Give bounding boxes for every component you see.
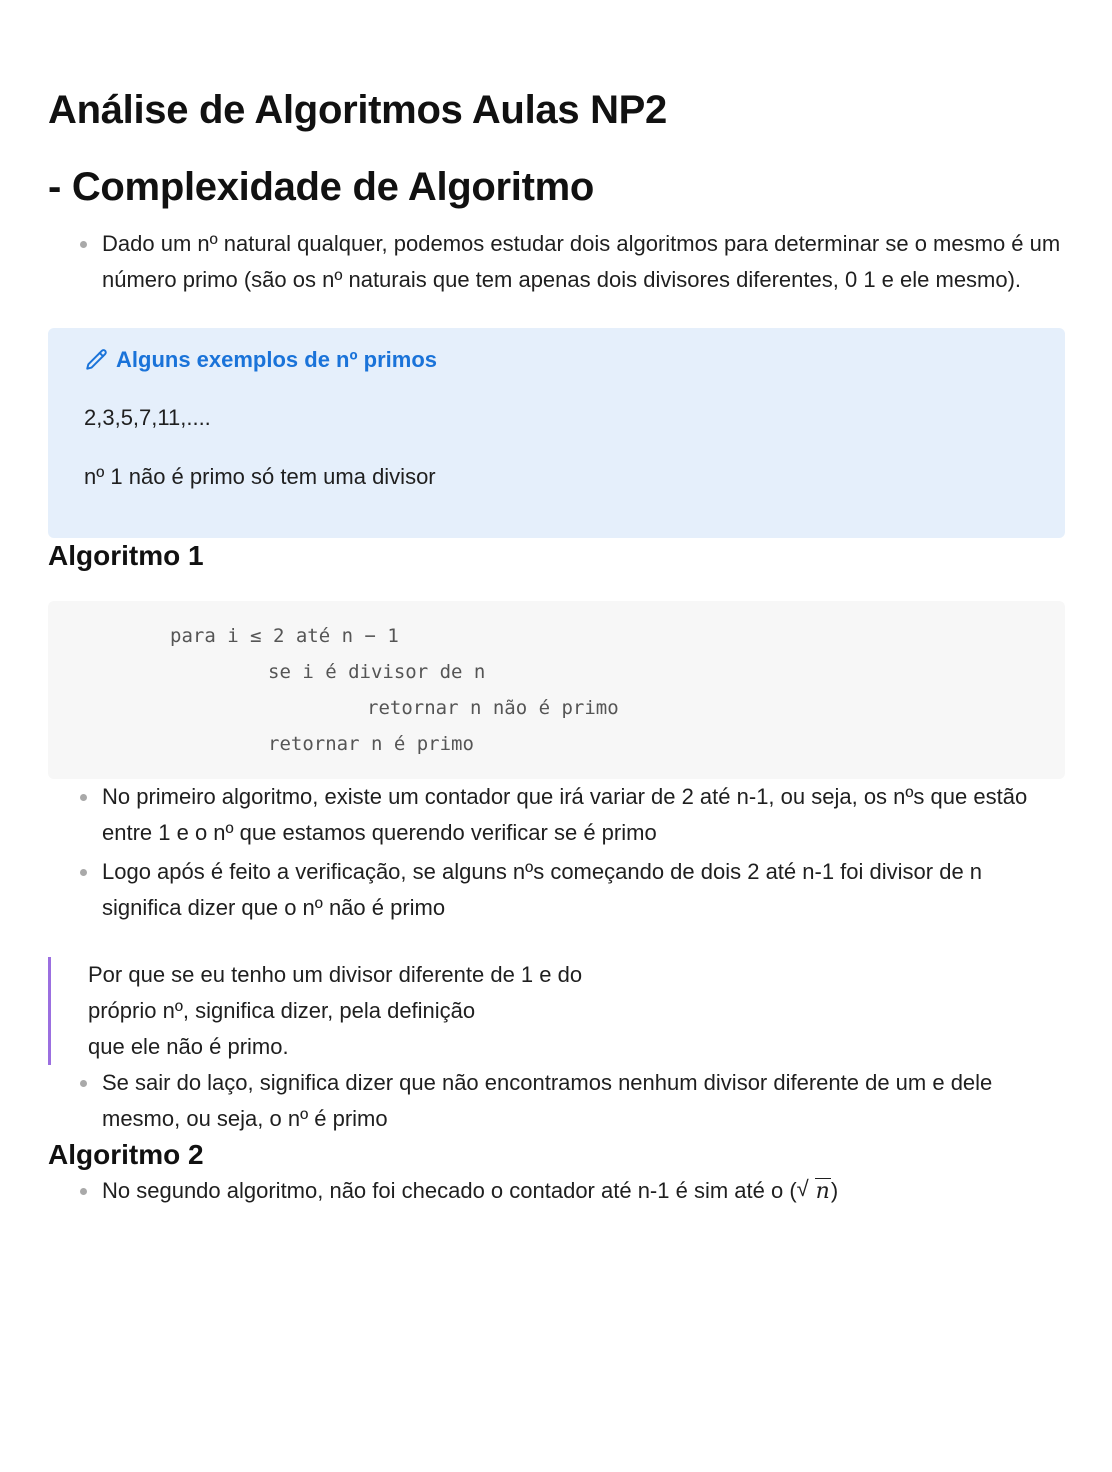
list-item-text: Dado um nº natural qualquer, podemos estudar dois algoritmos para determinar se o mesmo é um número primo (são os nº naturais que tem apenas dois divisores diferentes, 0 1 e ele mesmo).: [102, 231, 1061, 292]
quote-line: próprio nº, significa dizer, pela definição: [88, 998, 476, 1023]
callout-line-1: 2,3,5,7,11,....: [84, 405, 211, 430]
quote-line: Por que se eu tenho um divisor diferente de 1 e do: [88, 962, 583, 987]
heading-algoritmo-2: Algoritmo 2: [48, 1139, 204, 1170]
list-item: [48, 779, 1065, 851]
code-line: retornar n é primo: [268, 733, 474, 755]
math-expression: [789, 1178, 838, 1203]
bullet-dot-icon: [80, 794, 87, 801]
document-page: [48, 0, 1065, 1210]
title-line-1: Análise de Algoritmos Aulas NP2: [48, 88, 668, 132]
page-title: [48, 0, 1065, 226]
list-item-text: Logo após é feito a verificação, se alguns nºs começando de dois 2 até n-1 foi divisor de n significa dizer que o nº não é primo: [102, 859, 983, 920]
callout-line-2: nº 1 não é primo só tem uma divisor: [84, 464, 436, 489]
algorithm2-list: [48, 1173, 1065, 1210]
bullet-dot-icon: [80, 1080, 87, 1087]
list-item: [48, 1065, 1065, 1137]
intro-list: [48, 226, 1065, 298]
code-block: [48, 601, 1065, 779]
radical-icon: √: [796, 1176, 809, 1201]
pencil-icon: [84, 347, 110, 373]
callout-title-text: Alguns exemplos de nº primos: [116, 347, 437, 372]
math-open-paren: (: [789, 1178, 797, 1203]
bullet-dot-icon: [80, 241, 87, 248]
list-item: [48, 226, 1065, 298]
bullet-dot-icon: [80, 869, 87, 876]
list-item-text: No segundo algoritmo, não foi checado o contador até n-1 é sim até o: [102, 1178, 790, 1203]
algorithm1-after-list: [48, 1065, 1065, 1137]
list-item: [48, 1173, 1065, 1210]
sqrt-expression: [797, 1173, 831, 1210]
quote-line: que ele não é primo.: [88, 1034, 289, 1059]
math-variable: n: [815, 1179, 830, 1204]
code-line: retornar n não é primo: [367, 697, 619, 719]
callout-box: [48, 328, 1065, 538]
list-item-text: Se sair do laço, significa dizer que não encontramos nenhum divisor diferente de um e dele mesmo, ou seja, o nº é primo: [102, 1070, 993, 1131]
algorithm1-list: [48, 779, 1065, 926]
list-item: [48, 854, 1065, 926]
title-line-2: - Complexidade de Algoritmo: [48, 165, 595, 209]
blockquote: [48, 957, 1065, 1065]
list-item-text: No primeiro algoritmo, existe um contador que irá variar de 2 até n-1, ou seja, os nºs que estão entre 1 e o nº que estamos querendo verificar se é primo: [102, 784, 1028, 845]
bullet-dot-icon: [80, 1188, 87, 1195]
math-close-paren: ): [830, 1178, 839, 1203]
callout-title: [84, 344, 437, 376]
code-line: para i ≤ 2 até n − 1: [170, 625, 399, 647]
code-line: se i é divisor de n: [268, 661, 486, 683]
heading-algoritmo-1: Algoritmo 1: [48, 540, 204, 571]
